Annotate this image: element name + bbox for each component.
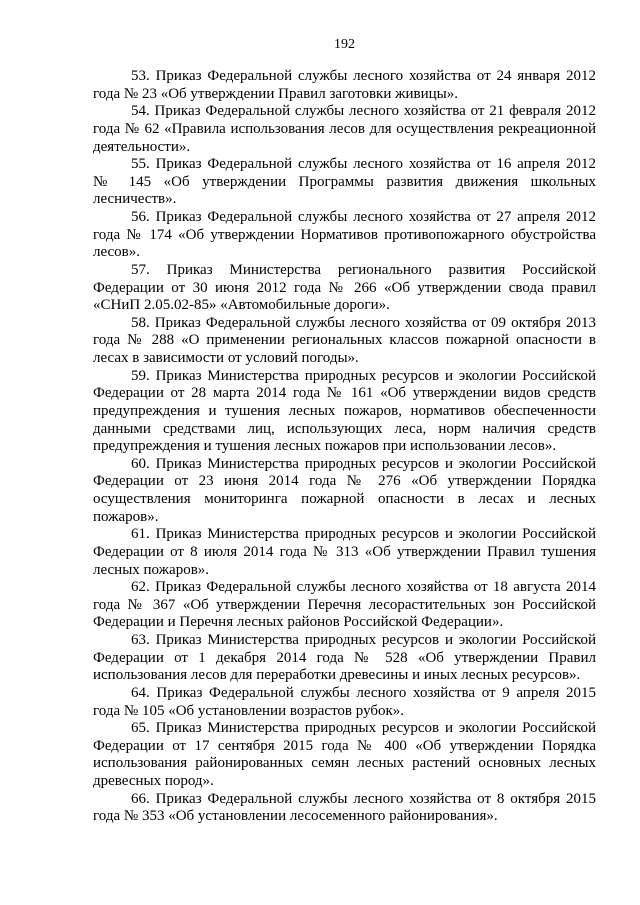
list-item-first-line — [93, 685, 596, 703]
list-item-line — [93, 738, 596, 756]
list-item-text: Приказ Министерства регионального развития Российской — [166, 261, 597, 278]
list-item-text: Федерации от 28 марта 2014 года № 161 «Об утверждении видов средств — [93, 385, 596, 402]
list-item-text: года № 174 «Об утверждении Нормативов противопожарного обустройства — [93, 226, 596, 243]
list-item-first-line — [93, 720, 596, 738]
list-item-first-line — [93, 262, 596, 280]
list-item-line — [93, 597, 596, 615]
list-item-text: Приказ Федеральной службы лесного хозяйства от 21 февраля 2012 — [154, 103, 596, 120]
list-item-number: 62. — [131, 579, 150, 596]
list-item-line — [93, 562, 596, 580]
list-item-text: предупреждения и тушения лесных пожаров, нормативов обеспеченности — [93, 402, 596, 419]
list-item-number: 66. — [131, 790, 150, 807]
list-item-text: года № 288 «О применении региональных классов пожарной опасности в — [93, 332, 596, 349]
list-item-text: Приказ Федеральной службы лесного хозяйства от 24 января 2012 — [155, 68, 596, 84]
list-item-line — [93, 227, 596, 245]
list-item-number: 60. — [131, 455, 150, 472]
list-item-text: Приказ Министерства природных ресурсов и экологии Российской — [155, 455, 596, 472]
list-item-number: 63. — [131, 632, 150, 648]
list-item-line — [93, 86, 596, 104]
list-item-text: Приказ Министерства природных ресурсов и экологии Российской — [155, 367, 596, 384]
list-item-first-line — [93, 209, 596, 227]
list-item-line — [93, 773, 596, 791]
list-item-text: использования лесов для переработки древесины и иных лесных ресурсов». — [93, 667, 581, 684]
list-item — [93, 103, 596, 156]
list-item-line — [93, 403, 596, 421]
list-item-text: осуществления мониторинга пожарной опасности в лесах и лесных — [93, 491, 596, 507]
list-item-number: 53. — [131, 68, 150, 84]
list-item-number: 56. — [131, 209, 150, 225]
list-item — [93, 368, 596, 456]
list-item-line — [93, 808, 596, 826]
list-item — [93, 262, 596, 315]
list-item-number: 57. — [131, 261, 150, 278]
list-item-text: Федерации и Перечня лесных районов Российской Федерации». — [93, 614, 504, 631]
list-item-text: деятельности». — [93, 138, 191, 155]
list-item-text: Приказ Федеральной службы лесного хозяйства от 8 октября 2015 — [155, 790, 597, 807]
list-item-line — [93, 438, 596, 456]
list-item-number: 58. — [131, 314, 150, 331]
page-number: 192 — [334, 37, 355, 52]
list-item-line — [93, 650, 596, 668]
list-item-line — [93, 297, 596, 315]
list-item-text: Приказ Федеральной службы лесного хозяйства от 27 апреля 2012 — [155, 209, 597, 225]
list-item-line — [93, 244, 596, 262]
list-item-text: Федерации от 23 июня 2014 года № 276 «Об утверждении Порядка — [93, 473, 596, 490]
list-item-text: года № 23 «Об утверждении Правил заготовки живицы». — [93, 85, 458, 102]
list-item-text: Федерации от 8 июля 2014 года № 313 «Об утверждении Правил тушения — [93, 543, 596, 560]
list-item-number: 61. — [131, 526, 150, 543]
list-item — [93, 632, 596, 685]
list-item-first-line — [93, 632, 596, 650]
list-item-text: «СНиП 2.05.02-85» «Автомобильные дороги». — [93, 297, 390, 314]
references-list — [93, 68, 596, 826]
list-item-line — [93, 121, 596, 139]
list-item-text: предупреждения и тушения лесных пожаров при использовании лесов». — [93, 438, 557, 455]
list-item — [93, 791, 596, 826]
list-item-text: лесах в зависимости от условий погоды». — [93, 350, 359, 366]
list-item-text: Федерации от 17 сентября 2015 года № 400 «Об утверждении Порядка — [93, 737, 596, 754]
list-item-text: Приказ Федеральной службы лесного хозяйства от 09 октября 2013 — [154, 314, 596, 331]
list-item-line — [93, 667, 596, 685]
list-item-text: Приказ Министерства природных ресурсов и экологии Российской — [155, 720, 596, 737]
list-item-line — [93, 614, 596, 632]
list-item-text: пожаров». — [93, 508, 159, 525]
list-item-text: года № 353 «Об установлении лесосеменного районирования». — [93, 808, 498, 825]
list-item — [93, 315, 596, 368]
list-item — [93, 156, 596, 209]
list-item-line — [93, 509, 596, 527]
list-item-text: Федерации от 30 июня 2012 года № 266 «Об утверждении свода правил — [93, 279, 596, 296]
list-item — [93, 526, 596, 579]
list-item-line — [93, 174, 596, 192]
list-item — [93, 209, 596, 262]
list-item-text: Приказ Федеральной службы лесного хозяйства от 9 апреля 2015 — [156, 684, 597, 701]
list-item — [93, 68, 596, 103]
list-item-line — [93, 332, 596, 350]
list-item-first-line — [93, 456, 596, 474]
list-item-text: Приказ Федеральной службы лесного хозяйства от 16 апреля 2012 — [155, 156, 597, 173]
list-item-text: лесничеств». — [93, 191, 177, 208]
list-item-text: лесных пожаров». — [93, 561, 210, 578]
list-item-text: древесных пород». — [93, 773, 214, 789]
list-item — [93, 685, 596, 720]
list-item-text: Приказ Министерства природных ресурсов и экологии Российской — [155, 632, 596, 648]
list-item-line — [93, 755, 596, 773]
list-item — [93, 720, 596, 791]
list-item-line — [93, 385, 596, 403]
list-item-text: Приказ Министерства природных ресурсов и экологии Российской — [155, 526, 596, 543]
list-item-first-line — [93, 315, 596, 333]
list-item-number: 64. — [131, 684, 150, 701]
list-item-line — [93, 191, 596, 209]
list-item-number: 65. — [131, 720, 150, 737]
list-item-text: года № 105 «Об установлении возрастов рубок». — [93, 702, 405, 719]
list-item-text: Федерации от 1 декабря 2014 года № 528 «Об утверждении Правил — [93, 649, 596, 666]
list-item-first-line — [93, 68, 596, 86]
list-item-line — [93, 421, 596, 439]
list-item-first-line — [93, 791, 596, 809]
list-item-text: лесов». — [93, 244, 141, 261]
list-item-number: 54. — [131, 103, 150, 120]
list-item — [93, 456, 596, 527]
list-item-line — [93, 544, 596, 562]
list-item-line — [93, 491, 596, 509]
list-item-text: Приказ Федеральной службы лесного хозяйства от 18 августа 2014 — [155, 579, 597, 596]
list-item-first-line — [93, 103, 596, 121]
list-item-text: года № 367 «Об утверждении Перечня лесорастительных зон Российской — [93, 596, 596, 613]
list-item-line — [93, 139, 596, 157]
list-item-line — [93, 350, 596, 368]
list-item-line — [93, 703, 596, 721]
list-item-number: 55. — [131, 156, 150, 173]
list-item-first-line — [93, 156, 596, 174]
list-item-line — [93, 473, 596, 491]
list-item-text: использования районированных семян лесных растений основных лесных — [93, 755, 596, 772]
list-item-text: данными средствами лиц, использующих леса, норм наличия средств — [93, 420, 596, 437]
list-item-line — [93, 280, 596, 298]
list-item-first-line — [93, 368, 596, 386]
list-item-number: 59. — [131, 367, 150, 384]
list-item-text: № 145 «Об утверждении Программы развития движения школьных — [93, 173, 596, 190]
list-item-first-line — [93, 579, 596, 597]
list-item — [93, 579, 596, 632]
list-item-first-line — [93, 526, 596, 544]
list-item-text: года № 62 «Правила использования лесов для осуществления рекреационной — [93, 120, 596, 137]
